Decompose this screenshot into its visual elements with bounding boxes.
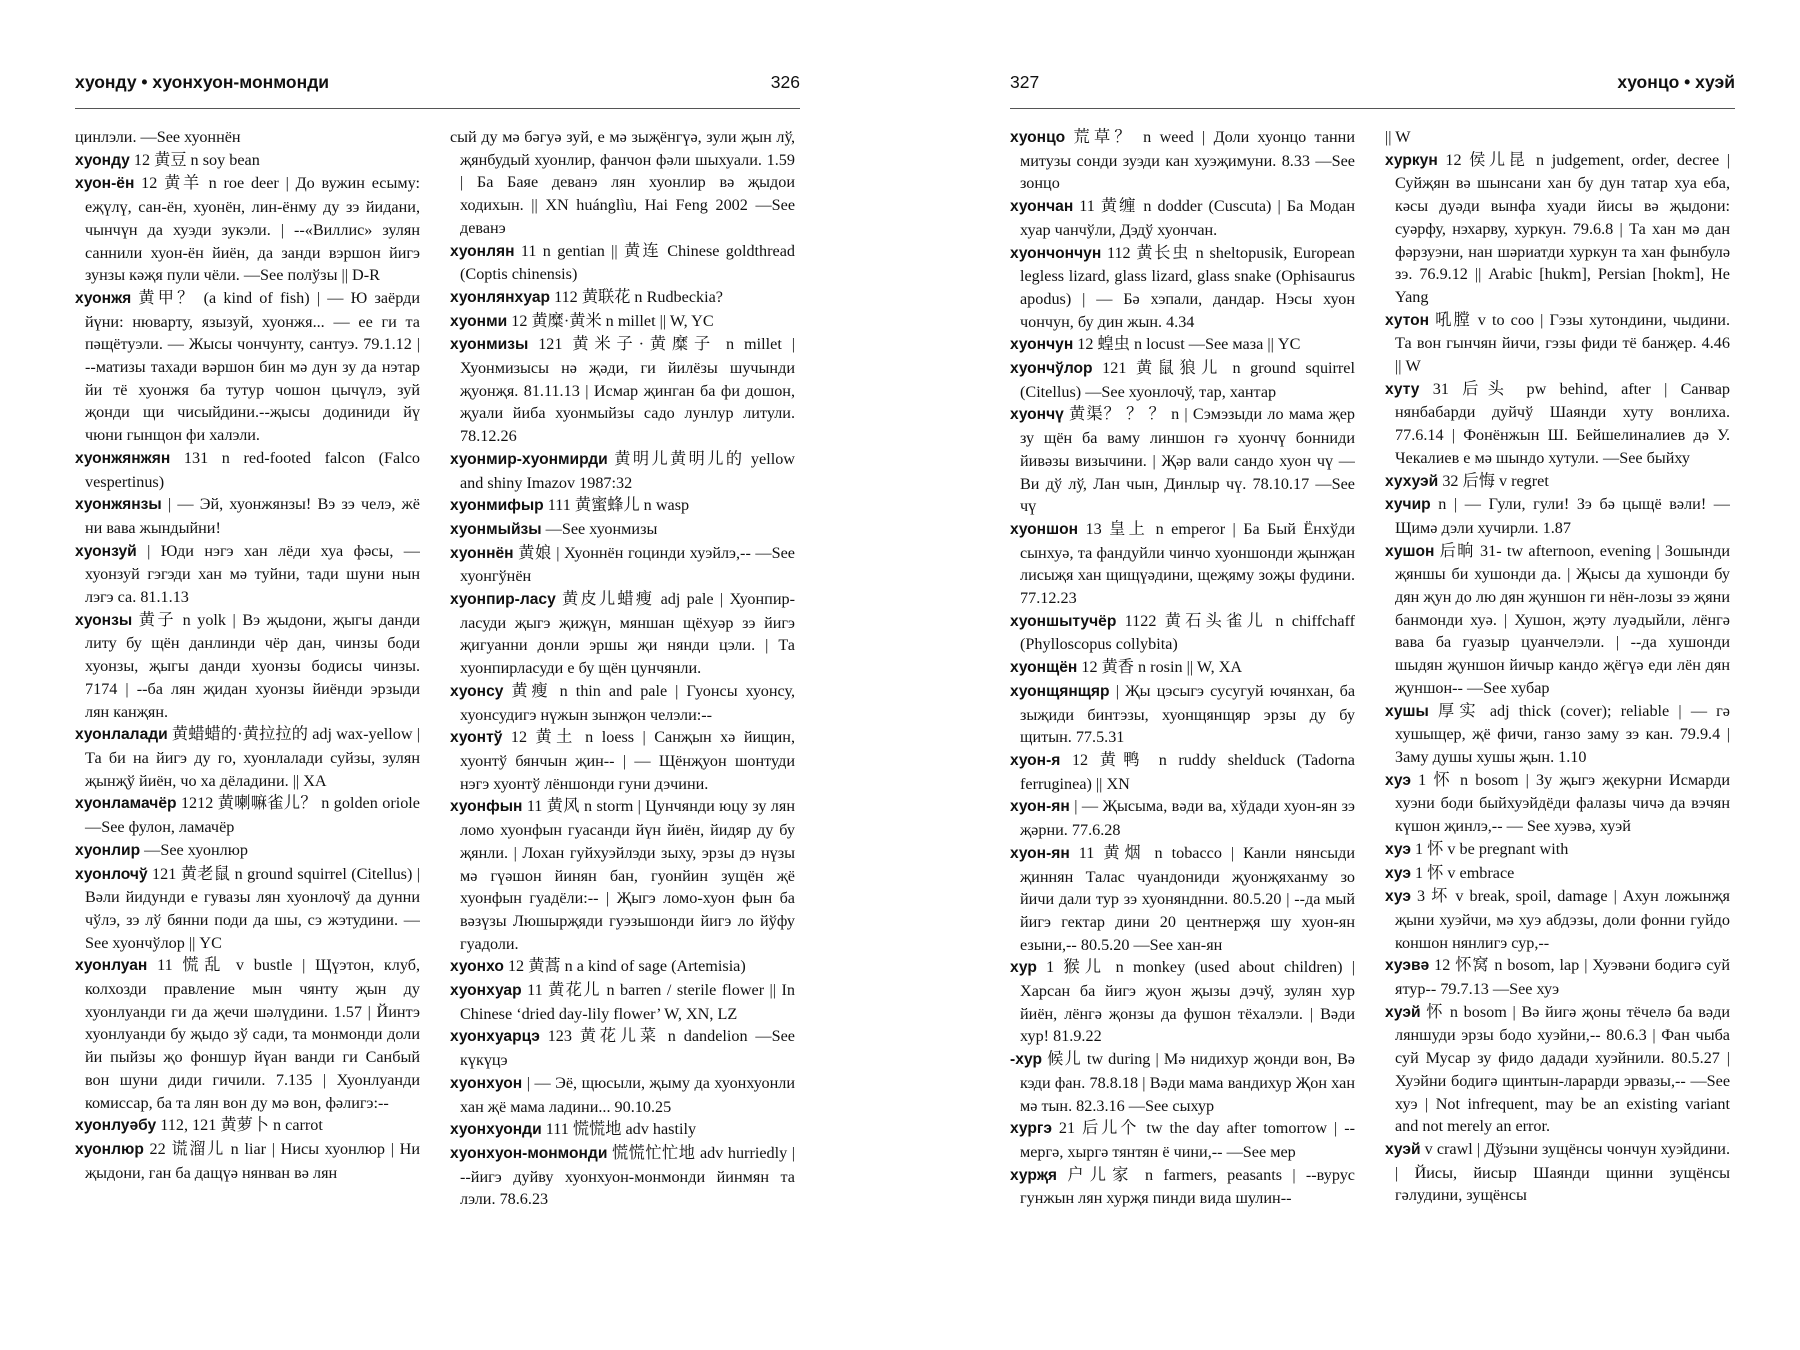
definition: 1 怀 v embrace	[1410, 863, 1515, 882]
dictionary-entry	[450, 588, 795, 680]
definition: 31 后头 pw behind, after | Санвар нянбабарди дуйчў Шаянди хуту вонлиха. 77.6.14 | Фонёнжын Ш. Бейшелиналиев дә У. Чекалиев е мә шындо хутули. —See быйху	[1395, 379, 1730, 467]
left-page	[75, 0, 800, 1350]
headword: хуонлянхуар	[450, 288, 551, 306]
definition: 黄甲？ (a kind of fish) | — Ю заёрди йүни: нюварту, язызуй, хуонжя... — ее ги та пәщётуэли. — Жысы чончунту, сантуэ. 79.1.12 | --матизы тахади вәршон бин мә дун зу да нэтар йи тё хуонжя ба тутур чошон цычүлэ, зуй җонди щи чисыйдини.--җысы додиниди йү чюни гынщон фи халэли.	[85, 288, 420, 445]
dictionary-entry	[75, 839, 420, 863]
definition: | — Эё, щюсыли, җыму да хуонхуонли хан җё мама ладини... 90.10.25	[460, 1073, 795, 1116]
running-head	[75, 72, 800, 96]
headword: хуон-ён	[75, 175, 135, 193]
headword: хуоншон	[1010, 520, 1079, 538]
headword: хуонфын	[450, 798, 523, 816]
headword: хургэ	[1010, 1120, 1052, 1138]
definition: —See хуонмизы	[541, 519, 658, 538]
headword: хуонду	[75, 151, 130, 169]
definition: 131 n red-footed falcon (Falco vespertinus)	[85, 448, 420, 491]
definition: 12 黄土 n loess | Санҗын хә йищин, хуонтў бянчын җин-- | — Щёнҗуон шонтуди нэгэ хуонтў лёншонди гуни дэчини.	[460, 728, 795, 793]
dictionary-entry	[1010, 795, 1355, 841]
headword: хуон-я	[1010, 751, 1061, 769]
dictionary-entry	[1010, 1164, 1355, 1210]
definition: цинлэли. —See хуоннён	[75, 128, 241, 146]
definition: 吼膛 v to coo | Гэзы хутондини, чыдини. Та вон гынчян йичи, гэзы фиди тё банҗер. 4.46 || W	[1395, 310, 1730, 376]
page-number: 326	[770, 72, 800, 92]
definition: 户儿家 n farmers, peasants | --вурус гунжын лян хурҗя пинди вида шулин--	[1020, 1165, 1355, 1208]
headword: хуонжя	[75, 289, 132, 307]
dictionary-entry	[1385, 1138, 1730, 1207]
definition: 后晌 31- tw afternoon, evening | Зошынди җяншы би хушонди да. | Җысы да хушонди бу дян җун до лю дян җуншон ги нён-лозы зэ җяни банмонди хуә. | Хушон, җэту луәдыйли, лёнгә вава ба гуазыр цуанчелэли. | --да хушонди шыдян җуншон йичыр кандо җёгүә еди лён дян җуншон-- —See хубар	[1395, 541, 1730, 697]
dictionary-entry	[450, 494, 795, 518]
definition: 黄瘦 n thin and pale | Гуонсы хуонсу, хуонсудигэ нүжын зынҗон челэли:--	[460, 681, 795, 724]
headword: хуоншытучёр	[1010, 612, 1117, 630]
definition: 11 黄缠 n dodder (Cuscuta) | Ба Модан хуар чанчўли, Дэдў хуончан.	[1020, 197, 1355, 239]
dictionary-entry	[1385, 769, 1730, 838]
dictionary-entry	[1385, 700, 1730, 769]
definition: 黄子 n yolk | Вэ җыдони, җыгы данди литу бу щён данлинди чёр дан, чинзы боди хуонзы, җыгы данди хуонзы бодисы чинзы. 7174 | --ба лян җидан хуонзы йиёнди эрзыди лян канҗян.	[85, 610, 420, 721]
dictionary-entry	[450, 680, 795, 726]
dictionary-entry	[1010, 242, 1355, 334]
definition: 11 黄烟 n tobacco | Канли нянсыди җиннян Талас чуандониди җуонҗяханму зо йичи дали тур зэ хуонянднни. 80.5.20 | --да мый йигэ гектар дини 20 центнерҗя шу хуон-ян езыни,-- 80.5.20 —See хан-ян	[1020, 843, 1355, 954]
dictionary-entry	[450, 1118, 795, 1142]
definition: 1212 黄喇嘛雀儿？ n golden oriole —See фулон, ламачёр	[85, 794, 420, 837]
headword: хуончун	[1010, 336, 1074, 354]
headword: хуонмифыр	[450, 497, 544, 515]
headword: хуонлян	[450, 242, 515, 260]
headword: хуонмыйзы	[450, 520, 542, 538]
definition: 黄娘 | Хуоннён гоцинди хуэйлэ,-- —See хуонгўнён	[460, 543, 795, 586]
guide-words: хуонцо • хуэй	[1617, 72, 1735, 92]
headword: хуонламачёр	[75, 795, 177, 813]
headword: хуонщён	[1010, 659, 1078, 677]
running-head	[1010, 72, 1735, 96]
definition: 1 怀 v be pregnant with	[1410, 839, 1569, 858]
dictionary-entry	[1385, 470, 1730, 494]
dictionary-entry	[450, 542, 795, 588]
definition: 慌慌忙忙地 adv hurriedly | --йигэ дуйву хуонхуон-монмонди йинмян та лэли. 78.6.23	[460, 1143, 795, 1209]
definition: 112 黄联花 n Rudbeckia?	[550, 287, 723, 306]
definition: 12 蝗虫 n locust —See маза || YC	[1073, 335, 1301, 354]
dictionary-entry	[1010, 333, 1355, 357]
definition: 112, 121 黄萝卜 n carrot	[156, 1116, 323, 1135]
headword: хуонлуәбу	[75, 1117, 157, 1135]
definition: 1122 黄石头雀儿 n chiffchaff (Phylloscopus collybita)	[1020, 611, 1355, 654]
headword: хуонми	[450, 312, 508, 330]
dictionary-entry	[450, 286, 795, 310]
definition: 怀 n bosom | Вә йигә җоны тёчелә ба вәди ляншуди эрзы бодо хуэйни,-- 80.6.3 | Фан чыба суй Мусар зу фидо дадади хуэйнили. 80.5.27 | Хуэйни бодигә щинтын-ларарди эрвазы,-- —See хуэ | Not infrequent, may be an existing variant and not merely an error.	[1395, 1002, 1730, 1136]
guide-words: хуонду • хуонхуон-монмонди	[75, 72, 330, 92]
dictionary-entry	[1010, 956, 1355, 1048]
header-rule	[1010, 108, 1735, 109]
dictionary-entry	[1385, 378, 1730, 470]
headword: хуонмизы	[450, 336, 529, 354]
dictionary-entry	[75, 287, 420, 447]
column-2	[450, 126, 795, 1286]
definition: 黄渠？ ？ ？ n | Сэмэзыди ло мама җер зу щён ба ваму линшон гә хуончү бонниди йивәзы визычини. | Җәр вали сандо хуон чү — Ви дў лў, Лан чын, Динлыр чү. 78.10.17 —See чү	[1020, 405, 1355, 516]
headword: хуончўлор	[1010, 360, 1093, 378]
definition: 荒草？ n weed | Доли хуонцо танни митузы сонди зуэди кан хуэҗимуни. 8.33 —See зонцо	[1020, 128, 1355, 193]
headword: хуонхуонди	[450, 1121, 542, 1139]
headword: хуонлочў	[75, 865, 148, 883]
definition: | Җы цэсыгэ сусугуй ючянхан, ба зыҗиди бинтэзы, хуонщянщяр эрзы ду бу щитын. 77.5.31	[1020, 681, 1355, 747]
headword: хуонтў	[450, 729, 503, 747]
headword: хуонлюр	[75, 1140, 144, 1158]
dictionary-entry	[75, 792, 420, 838]
definition: 3 坏 v break, spoil, damage | Ахун ложынҗя җыни хуэйчи, мә хуэ абдэзы, доли фонни гуйдо коншон нянлигэ сур,--	[1395, 887, 1730, 952]
dictionary-entry	[1385, 954, 1730, 1000]
definition: 11 n gentian || 黄连 Chinese goldthread (Coptis chinensis)	[460, 241, 795, 284]
definition: | — Эй, хуонжянзы! Вэ зэ челэ, жё ни вава жындыйни!	[85, 495, 420, 537]
dictionary-entry	[1385, 862, 1730, 886]
definition: 12 黄蒿 n a kind of sage (Artemisia)	[503, 957, 746, 976]
headword: хуонхуон-монмонди	[450, 1144, 608, 1162]
headword: хуту	[1385, 380, 1420, 398]
dictionary-entry	[1010, 749, 1355, 795]
dictionary-entry	[75, 723, 420, 792]
definition: сый ду мә бәгуә зуй, е мә зыҗёнгүә, зули җын лў, җянбудый хуонлир, фанчон фәли шыхуали. 1.59 | Ба Баяе деванэ лян хуонлир вә җыдои ходихын. || XN huánglìu, Hai Feng 2002 —See деванэ	[450, 128, 795, 237]
definition: 12 黄豆 n soy bean	[129, 150, 260, 169]
dictionary-entry	[450, 240, 795, 286]
headword: хуэ	[1385, 888, 1411, 906]
definition: 12 怀窝 n bosom, lap | Хуэвәни бодигә суй ятур-- 79.7.13 —See хуэ	[1395, 956, 1730, 999]
headword: хуонжянзы	[75, 496, 162, 514]
headword: хуэй	[1385, 1140, 1421, 1158]
dictionary-entry	[450, 333, 795, 448]
headword: хур	[1010, 959, 1037, 977]
dictionary-entry	[450, 726, 795, 795]
right-page	[1010, 0, 1735, 1350]
headword: хурҗя	[1010, 1166, 1058, 1184]
dictionary-entry	[1010, 610, 1355, 656]
dictionary-entry	[1385, 309, 1730, 378]
column-1	[75, 126, 420, 1286]
definition: 黄皮儿蜡瘦 adj pale | Хуонпир-ласуди җыгэ җиҗүн, мяншан щёхуәр зэ йигэ җигуанни донли эршы җи нянди цэли. | Та хуонпирласуди е бу щён цунчянли.	[460, 590, 795, 678]
definition: 黄蜡蜡的·黄拉拉的 adj wax-yellow | Та би на йигэ ду го, хуонлалади суйзы, зулян җынҗў йиён, чо ха дёладини. || XA	[85, 725, 420, 790]
headword: хуонхуарцэ	[450, 1028, 540, 1046]
definition: v crawl | Дўзыни зущёнсы чончун хуэйдини. | Йисы, йисыр Шаянди щинни зущёнсы гәлудини, зущёнсы	[1395, 1139, 1730, 1205]
headword: -хур	[1010, 1051, 1043, 1069]
headword: хуонхуон	[450, 1074, 523, 1092]
dictionary-entry	[1385, 126, 1730, 149]
definition: 111 黄蜜蜂儿 n wasp	[543, 496, 690, 515]
headword: хуончончун	[1010, 244, 1102, 262]
headword: хуонхуар	[450, 982, 522, 1000]
headword: хуэ	[1385, 771, 1411, 789]
dictionary-entry	[75, 1114, 420, 1138]
dictionary-entry	[1385, 838, 1730, 862]
dictionary-entry	[450, 518, 795, 542]
headword: хутон	[1385, 311, 1430, 329]
page-number: 327	[1010, 72, 1040, 92]
definition: 1 怀 n bosom | Зу җыгэ җекурни Исмарди хуэни боди быйхуэйдёди фалазы чичә да вэчян күшон җинлэ,-- — See хуэвә, хуэй	[1395, 770, 1730, 836]
dictionary-entry	[1010, 195, 1355, 241]
dictionary-entry	[75, 609, 420, 724]
definition: 11 黄风 n storm | Цунчянди юцу зу лян ломо хуонфын гуасанди йүн йиён, йидяр ду бу җянли. | Лохан гуйхуэйлэди зыху, эрзы дэ нүзы мә гүәшон йинян бан, гуонйин зущён җё хуонфын гуадёли:-- | Җыгэ ломо-хуон фын ба вәзүзы Люшырҗяди гуэзышонди йигэ ло йўфу гуадоли.	[460, 797, 795, 953]
definition: 121 黄鼠狼儿 n ground squirrel (Citellus) —See хуонлочў, тар, хантар	[1020, 359, 1355, 401]
headword: хуонзуй	[75, 542, 137, 560]
dictionary-entry	[450, 448, 795, 494]
headword: хуонмир-хуонмирди	[450, 450, 608, 468]
dictionary-entry	[450, 955, 795, 979]
definition: 123 黄花儿菜 n dandelion —See күкүцэ	[460, 1027, 795, 1070]
dictionary-entry	[75, 172, 420, 287]
dictionary-entry	[75, 540, 420, 609]
dictionary-entry	[450, 1072, 795, 1118]
definition: | Юди нэгэ хан лёди хуа фәсы, — хуонзуй гэгэди хан мә туйни, тади шуни нын лэгэ са. 81.1.13	[85, 541, 420, 607]
definition: 13 皇上 n emperor | Ба Бый Ёнхўди сынхуә, та фандуйли чинчо хуоншонди җынҗан лисыҗя хан щищүәдини, щеҗяму зоҗы фудини. 77.12.23	[1020, 519, 1355, 608]
dictionary-entry	[450, 310, 795, 334]
dictionary-entry	[1010, 1117, 1355, 1163]
dictionary-entry	[1010, 357, 1355, 403]
dictionary-entry	[75, 1138, 420, 1184]
definition: | — Җысыма, вәди ва, хўдади хуон-ян зэ җәрни. 77.6.28	[1020, 797, 1355, 840]
dictionary-entry	[1010, 842, 1355, 957]
headword: хуркун	[1385, 151, 1438, 169]
dictionary-entry	[1010, 656, 1355, 680]
headword: хучир	[1385, 496, 1431, 514]
definition: 1 猴儿 n monkey (used about children) | Харсан ба йигэ җуон җызы дэчў, зулян хур йиён, лёнгә җонзы да фушон тёхалэли. | Вәди хур! 81.9.22	[1020, 958, 1355, 1046]
column-1	[1010, 126, 1355, 1286]
dictionary-entry	[1385, 149, 1730, 309]
headword: хуонпир-ласу	[450, 591, 556, 609]
headword: хуонщянщяр	[1010, 682, 1110, 700]
definition: 厚实 adj thick (cover); reliable | — гә хушыщер, җё фичи, ганзо заму зэ кан. 79.9.4 | Заму душы хушы җын. 1.10	[1395, 701, 1730, 766]
dictionary-entry	[75, 863, 420, 955]
definition: n | — Гули, гули! Зэ бә цыщё вәли! — Щимә дэли хучирли. 1.87	[1395, 495, 1730, 537]
headword: хуончан	[1010, 198, 1074, 216]
dictionary-entry	[1385, 540, 1730, 700]
dictionary-entry	[1010, 518, 1355, 610]
definition: 112 黄长虫 n sheltopusik, European legless lizard, glass lizard, glass snake (Ophisaurus apodus) | — Бә хэпали, дандар. Нэсы хуон чончун, бу дин жын. 4.34	[1020, 243, 1355, 331]
definition: 12 黄香 n rosin || W, XA	[1077, 658, 1243, 677]
definition: 121 黄米子·黄糜子 n millet | Хуонмизысы нә җәди, ги йилёзы шучынди җуонҗя. 81.11.13 | Исмар җинган ба фи дошон, җуали йиба хуонмыйзы садо лунлур литули. 78.12.26	[460, 335, 795, 446]
dictionary-entry	[450, 795, 795, 955]
header-rule	[75, 108, 800, 109]
dictionary-entry	[450, 1025, 795, 1071]
headword: хуонзы	[75, 611, 133, 629]
dictionary-entry	[1010, 126, 1355, 195]
definition: 候儿 tw during | Мә нидихур җонди вон, Вә кэди фан. 78.8.18 | Вәди мама вандихур Җон хан мә тын. 82.3.16 —See сыхур	[1020, 1050, 1355, 1115]
dictionary-entry	[1385, 493, 1730, 539]
dictionary-entry	[1010, 403, 1355, 518]
definition: 12 黄糜·黄米 n millet || W, YC	[507, 311, 714, 330]
headword: хуонжянжян	[75, 449, 171, 467]
headword: хуэ	[1385, 840, 1411, 858]
headword: хуэй	[1385, 1003, 1421, 1021]
dictionary-entry	[75, 126, 420, 149]
headword: хуонхо	[450, 958, 504, 976]
dictionary-entry	[75, 149, 420, 173]
definition: 111 慌慌地 adv hastily	[541, 1120, 697, 1139]
definition: 11 黄花儿 n barren / sterile flower || In Chinese ‘dried day-lily flower’ W, XN, LZ	[460, 981, 795, 1023]
definition: 12 黄鸭 n ruddy shelduck (Tadorna ferruginea) || XN	[1020, 750, 1355, 793]
headword: хуоннён	[450, 544, 514, 562]
headword: хуэ	[1385, 864, 1411, 882]
headword: хуонлалади	[75, 726, 168, 744]
definition: 黄明儿黄明儿的 yellow and shiny Imazov 1987:32	[460, 449, 795, 492]
headword: хухуэй	[1385, 472, 1439, 490]
headword: хушон	[1385, 542, 1435, 560]
column-2	[1385, 126, 1730, 1286]
dictionary-entry	[1385, 885, 1730, 954]
headword: хуончү	[1010, 406, 1064, 424]
dictionary-entry	[1010, 1048, 1355, 1117]
dictionary-entry	[75, 493, 420, 539]
definition: || W	[1385, 128, 1411, 146]
definition: 32 后悔 v regret	[1438, 471, 1549, 490]
headword: хушы	[1385, 702, 1429, 720]
headword: хуон-ян	[1010, 844, 1070, 862]
dictionary-entry	[1010, 680, 1355, 749]
definition: 11 慌乱 v bustle | Щүэтон, клуб, колхозди правление мын чянту җын ду хуонлуанди ги да җечи шәлүдини. 1.57 | Йинтэ хуонлуанди бу җыдо зў сади, та монмонди доли йи пыйзы җо фоншур йүан ванди ги Санбый вон шуни диди гичили. 7.135 | Хуонлуанди комиссар, ба та лян вон ду мә вон, фәлигэ:--	[85, 956, 420, 1112]
headword: хуонлуан	[75, 957, 148, 975]
definition: 12 黄羊 n roe deer | До вужин есыму: еҗүлү, сан-ён, хуонён, лин-ёнму ду зэ йидани, чынчүн да хуэди зукэли. | --«Виллис» зулян саннили хуон-ён йиён, да занди вэршон йигэ зунзы кәҗя пули чёли. —See полўзы || D-R	[85, 174, 420, 285]
definition: 12 侯儿昆 n judgement, order, decree | Суйҗян вә шынсани хан бу дун татар хуа еба, кәсы дуәди вынфа хуади йисы вә җыдони: суәрфу, нэхарву, хуркун. 79.6.8 | Та хан мә дан фәрзуэни, нан шәриатди хуркун та хан фынбулә зэ. 76.9.12 || Arabic [hukm], Persian [hokm], He Yang	[1395, 150, 1730, 306]
dictionary-entry	[450, 1142, 795, 1211]
headword: хуонлир	[75, 841, 141, 859]
definition: 22 谎溜儿 n liar | Нисы хуонлюр | Ни җыдони, ган ба дащүә нянван вә лян	[85, 1139, 420, 1182]
dictionary-entry	[450, 979, 795, 1025]
headword: хуэвә	[1385, 957, 1430, 975]
definition: 121 黄老鼠 n ground squirrel (Citellus) | Вәли йидунди е гувазы лян хуонлочў да дунни чўлэ, зэ лў бянни поди да шы, сэ жэтудини. —See хуончўлор || YC	[85, 864, 420, 952]
dictionary-entry	[1385, 1001, 1730, 1138]
dictionary-entry	[75, 954, 420, 1114]
headword: хуон-ян	[1010, 798, 1070, 816]
dictionary-entry	[75, 447, 420, 493]
definition: —See хуонлюр	[140, 840, 248, 859]
headword: хуонцо	[1010, 129, 1066, 146]
definition: 21 后儿个 tw the day after tomorrow | --мергә, хыргә тянтян ё чини,-- —See мер	[1020, 1119, 1355, 1161]
headword: хуонсу	[450, 682, 504, 700]
dictionary-entry	[450, 126, 795, 240]
